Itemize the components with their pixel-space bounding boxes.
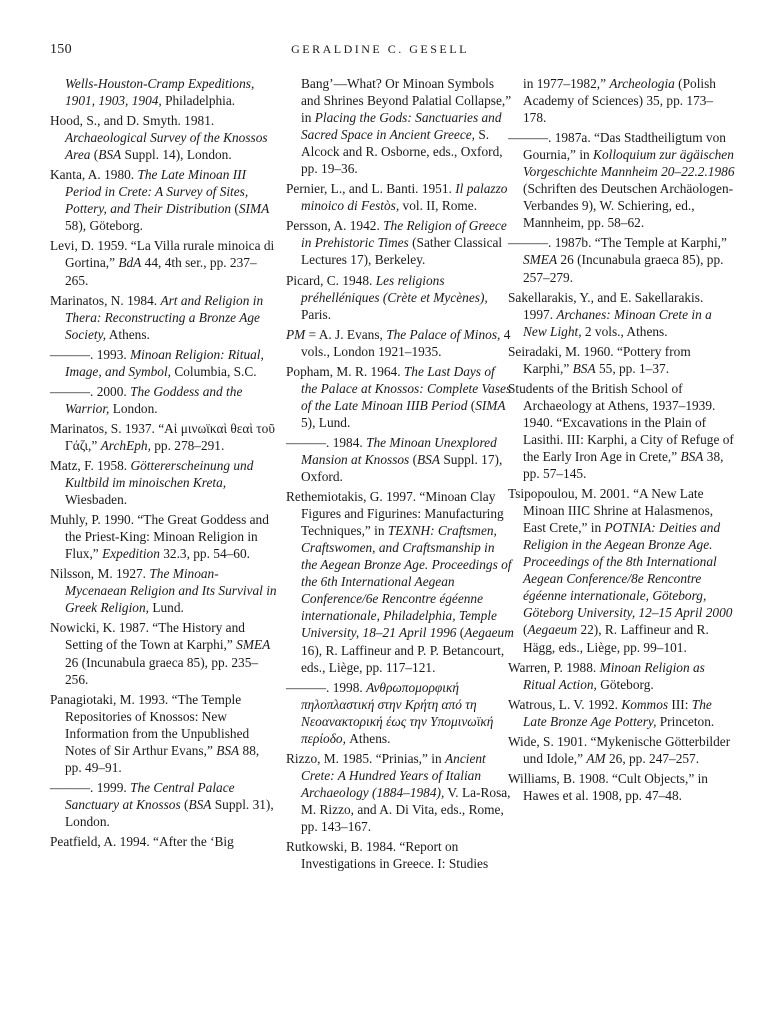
- entry-text: Athens.: [106, 326, 150, 342]
- entry-text: 16), R. Laffineur and P. P. Betancourt, eds., Liège, pp. 117–121.: [301, 642, 505, 675]
- bibliography-entry: [50, 346, 278, 380]
- entry-title-text: SIMA: [238, 201, 270, 217]
- bibliography-entry-continued: [50, 75, 278, 109]
- entry-text: Princeton.: [656, 713, 715, 729]
- entry-text: Levi, D. 1959. “La Villa rurale minoica di Gortina,”: [50, 238, 275, 271]
- entry-text: (: [456, 625, 465, 641]
- entry-text: Kanta, A. 1980.: [50, 167, 138, 183]
- entry-text: Tsipopoulou, M. 2001. “A New Late Minoan IIIC Shrine at Halasmenos, East Crete,” in: [508, 486, 714, 536]
- entry-text: Muhly, P. 1990. “The Great Goddess and the Priest-King: Minoan Religion in Flux,”: [50, 512, 269, 562]
- bibliography-entry: [50, 565, 278, 616]
- bibliography-column-3: [508, 75, 736, 807]
- entry-text: = A. J. Evans,: [305, 326, 387, 342]
- entry-text: in 1977–1982,”: [523, 76, 610, 91]
- entry-text: Panagiotaki, M. 1993. “The Temple Repositories of Knossos: New Information from the Unpublished Notes of Sir Arthur Evans,”: [50, 691, 250, 758]
- entry-text: pp. 278–291.: [150, 437, 225, 453]
- entry-text: Students of the British School of Archaeology at Athens, 1937–1939. 1940. “Excavations in the Plain of Lasithi. III: Karphi, a City of Refuge of the Early Iron Age in Crete,”: [508, 380, 734, 464]
- entry-text: Suppl. 14), London.: [121, 147, 232, 163]
- entry-text: (: [409, 451, 418, 467]
- entry-title-text: Kommos: [621, 696, 669, 712]
- entry-text: Sakellarakis, Y., and E. Sakellarakis. 1997.: [508, 289, 704, 322]
- entry-text: Marinatos, S. 1937. “Αἱ μινωϊκαὶ θεαὶ τοῦ Γάζι,”: [50, 420, 275, 453]
- entry-title-text: PM: [286, 326, 306, 342]
- bibliography-entry: [508, 380, 736, 482]
- entry-text: ———. 1987b. “The Temple at Karphi,”: [508, 235, 727, 251]
- entry-title-text: ArchEph,: [100, 437, 151, 453]
- entry-title-text: POTNIA: Deities and Religion in the Aegean Bronze Age. Proceedings of the 8th International Aegean Conference/8e Rencontre égéenne internationale, Göteborg, Göteborg University, 12–15 April 2000: [523, 520, 733, 621]
- entry-text: Marinatos, N. 1984.: [50, 292, 161, 308]
- entry-text: Pernier, L., and L. Banti. 1951.: [286, 181, 456, 197]
- entry-title-text: SMEA: [523, 252, 558, 268]
- entry-text: ———. 1987a. “Das Stadtheiligtum von Gournia,” in: [508, 130, 726, 163]
- entry-title-text: Ancient Crete: A Hundred Years of Italian Archaeology (1884–1984),: [301, 750, 486, 800]
- bibliography-entry: [508, 696, 736, 730]
- entry-title-text: Aegaeum: [527, 622, 578, 638]
- bibliography-entry: [50, 112, 278, 163]
- entry-title-text: The Minoan-Mycenaean Religion and Its Survival in Greek Religion,: [65, 566, 277, 616]
- entry-text: 58), Göteborg.: [65, 218, 143, 234]
- bibliography-entry: [286, 363, 514, 431]
- bibliography-entry: [286, 750, 514, 835]
- entry-title-text: Kolloquium zur ägäischen Vorgeschichte Mannheim 20–22.2.1986: [523, 147, 735, 180]
- entry-text: 5), Lund.: [301, 414, 351, 430]
- entry-title-text: BSA: [216, 742, 240, 758]
- entry-text: S. Alcock and R. Osborne, eds., Oxford, pp. 19–36.: [301, 127, 503, 177]
- entry-text: 26 (Incunabula graeca 85), pp. 257–279.: [523, 252, 724, 285]
- bibliography-entry: [50, 383, 278, 417]
- entry-title-text: Göttererscheinung und Kultbild im minoischen Kreta,: [65, 457, 254, 491]
- entry-text: vol. II, Rome.: [399, 198, 478, 214]
- bibliography-entry: [286, 434, 514, 485]
- entry-text: (Sather Classical Lectures 17), Berkeley.: [301, 235, 503, 268]
- entry-title-text: Aegaeum: [464, 625, 514, 641]
- bibliography-entry: [50, 833, 278, 850]
- entry-text: Picard, C. 1948.: [286, 272, 376, 288]
- bibliography-column-2: [286, 75, 514, 875]
- entry-text: V. La-Rosa, M. Rizzo, and A. Di Vita, eds., Rome, pp. 143–167.: [301, 784, 511, 834]
- entry-title-text: BdA: [118, 255, 142, 271]
- entry-text: Warren, P. 1988.: [508, 659, 600, 675]
- entry-title-text: Wells-Houston-Cramp Expeditions, 1901, 1903, 1904,: [65, 76, 255, 109]
- bibliography-entry: [50, 166, 278, 234]
- entry-text: ———. 1993.: [50, 346, 131, 362]
- entry-title-text: SMEA: [236, 637, 271, 653]
- entry-text: 22), R. Laffineur and R. Hägg, eds., Liège, pp. 99–101.: [523, 622, 709, 655]
- bibliography-entry: [286, 217, 514, 268]
- entry-title-text: Placing the Gods: Sanctuaries and Sacred Space in Ancient Greece,: [301, 110, 502, 143]
- bibliography-entry: [508, 289, 736, 340]
- entry-text: Wide, S. 1901. “Mykenische Götterbilder und Idole,”: [508, 733, 731, 766]
- entry-title-text: The Central Palace Sanctuary at Knossos: [65, 779, 235, 812]
- entry-title-text: The Late Bronze Age Pottery,: [523, 696, 712, 729]
- entry-text: 88, pp. 49–91.: [65, 742, 260, 775]
- entry-title-text: Archeologia: [609, 76, 675, 91]
- entry-title-text: Art and Religion in Thera: Reconstructing a Bronze Age Society,: [65, 292, 264, 342]
- entry-text: Seiradaki, M. 1960. “Pottery from Karphi,”: [508, 343, 691, 376]
- bibliography-entry: [286, 326, 514, 360]
- entry-title-text: BSA: [98, 147, 122, 163]
- entry-text: Rutkowski, B. 1984. “Report on Investigations in Greece. I: Studies: [286, 839, 489, 872]
- entry-text: London.: [109, 400, 158, 416]
- bibliography-entry: [50, 457, 278, 508]
- entry-text: ———. 1999.: [50, 779, 131, 795]
- bibliography-entry: [286, 488, 514, 676]
- entry-title-text: Minoan Religion: Ritual, Image, and Symbol,: [65, 346, 264, 379]
- bibliography-column-1: [50, 75, 278, 853]
- entry-title-text: TEXNH: Craftsmen, Craftswomen, and Craftsmanship in the Aegean Bronze Age. Proceedings of the 6th International Aegean Conference/6e Rencontre égéenne internationale, Philadelphia, Temple University, 18–21 April 1996: [301, 523, 512, 641]
- bibliography-entry: [50, 511, 278, 562]
- entry-text: (: [467, 397, 476, 413]
- bibliography-entry: [508, 343, 736, 377]
- entry-text: Göteborg.: [596, 676, 654, 692]
- entry-text: Lund.: [149, 600, 184, 616]
- entry-text: Wiesbaden.: [65, 492, 128, 508]
- bibliography-entry: [286, 180, 514, 214]
- entry-title-text: Minoan Religion as Ritual Action,: [523, 659, 705, 692]
- entry-text: Matz, F. 1958.: [50, 457, 131, 473]
- entry-title-text: Expedition: [102, 546, 160, 562]
- entry-text: 44, 4th ser., pp. 237–265.: [65, 255, 257, 288]
- entry-title-text: BSA: [680, 448, 704, 464]
- bibliography-entry: [508, 770, 736, 804]
- bibliography-entry-continued: [286, 75, 514, 177]
- entry-text: Bang’—What? Or Minoan Symbols and Shrines Beyond Palatial Collapse,” in: [301, 76, 512, 126]
- entry-text: (: [231, 201, 239, 217]
- bibliography-entry: [50, 237, 278, 288]
- entry-title-text: The Late Minoan III Period in Crete: A Survey of Sites, Pottery, and Their Distribution: [65, 167, 249, 217]
- entry-text: ———. 1998.: [286, 679, 367, 695]
- entry-title-text: BSA: [572, 360, 596, 376]
- entry-text: 26 (Incunabula graeca 85), pp. 235–256.: [65, 654, 259, 687]
- entry-title-text: The Palace of Minos,: [386, 326, 501, 342]
- entry-text: Popham, M. R. 1964.: [286, 363, 404, 379]
- entry-text: Nowicki, K. 1987. “The History and Setting of the Town at Karphi,”: [50, 620, 245, 653]
- bibliography-entry: [50, 691, 278, 776]
- bibliography-entry: [286, 838, 514, 872]
- entry-text: Persson, A. 1942.: [286, 218, 384, 234]
- entry-text: Rizzo, M. 1985. “Prinias,” in: [286, 750, 445, 766]
- bibliography-entry: [508, 659, 736, 693]
- bibliography-entry: [286, 272, 514, 323]
- entry-text: (Polish Academy of Sciences) 35, pp. 173–178.: [523, 76, 716, 126]
- entry-text: Suppl. 17), Oxford.: [301, 451, 503, 485]
- bibliography-entry: [50, 292, 278, 343]
- entry-text: ———. 2000.: [50, 383, 131, 399]
- entry-title-text: BSA: [417, 451, 441, 467]
- entry-title-text: Les religions préhelléniques (Crète et Mycènes),: [301, 272, 488, 305]
- entry-text: Nilsson, M. 1927.: [50, 566, 150, 582]
- entry-text: Paris.: [301, 306, 332, 322]
- bibliography-entry: [50, 779, 278, 830]
- running-head: GERALDINE C. GESELL: [291, 42, 469, 56]
- entry-title-text: The Minoan Unexplored Mansion at Knossos: [301, 434, 497, 467]
- entry-text: (: [180, 796, 189, 812]
- bibliography-entry: [508, 485, 736, 655]
- entry-title-text: The Last Days of the Palace at Knossos: Complete Vases of the Late Minoan IIIB Period: [301, 363, 512, 413]
- entry-title-text: Il palazzo minoico di Festòs,: [301, 181, 508, 214]
- entry-text: (: [90, 147, 99, 163]
- entry-text: 2 vols., Athens.: [581, 323, 668, 339]
- entry-text: ———. 1984.: [286, 434, 367, 450]
- entry-text: Peatfield, A. 1994. “After the ‘Big: [50, 833, 234, 849]
- entry-title-text: AM: [586, 750, 606, 766]
- entry-text: Philadelphia.: [161, 93, 236, 109]
- entry-text: (: [523, 622, 528, 638]
- entry-title-text: The Religion of Greece in Prehistoric Times: [301, 218, 507, 251]
- entry-text: 26, pp. 247–257.: [605, 750, 700, 766]
- entry-text: (Schriften des Deutschen Archäologen-Verbandes 9), W. Schiering, ed., Mannheim, pp. 58–62.: [523, 181, 734, 231]
- entry-text: Rethemiotakis, G. 1997. “Minoan Clay Figures and Figurines: Manufacturing Techniques,” in: [286, 489, 504, 539]
- bibliography-entry: [508, 234, 736, 285]
- bibliography-entry: [286, 679, 514, 747]
- entry-title-text: BSA: [188, 796, 212, 812]
- entry-title-text: Ανθρωπομορφική πηλοπλαστική στην Κρήτη από τη Νεοανακτορική έως την Υπομινωϊκή περίοδο,: [301, 679, 494, 746]
- bibliography-entry-continued: [508, 75, 736, 126]
- entry-text: 55, pp. 1–37.: [595, 360, 670, 376]
- entry-text: III:: [668, 696, 692, 712]
- entry-text: Athens.: [345, 730, 391, 746]
- bibliography-entry: [50, 619, 278, 687]
- entry-text: Hood, S., and D. Smyth. 1981.: [50, 113, 215, 129]
- bibliography-entry: [508, 129, 736, 231]
- entry-title-text: SIMA: [475, 397, 506, 413]
- entry-text: Williams, B. 1908. “Cult Objects,” in Hawes et al. 1908, pp. 47–48.: [508, 770, 708, 803]
- entry-text: Columbia, S.C.: [171, 363, 257, 379]
- entry-text: Watrous, L. V. 1992.: [508, 696, 622, 712]
- entry-text: Suppl. 31), London.: [65, 796, 274, 829]
- entry-text: 4 vols., London 1921–1935.: [301, 326, 511, 359]
- entry-text: 38, pp. 57–145.: [523, 448, 724, 482]
- entry-text: 32.3, pp. 54–60.: [159, 546, 250, 562]
- entry-title-text: The Goddess and the Warrior,: [65, 383, 243, 416]
- bibliography-entry: [508, 733, 736, 767]
- page-number: 150: [50, 42, 72, 57]
- entry-title-text: Archaeological Survey of the Knossos Area: [65, 130, 268, 163]
- bibliography-entry: [50, 420, 278, 454]
- entry-title-text: Archanes: Minoan Crete in a New Light,: [523, 306, 712, 339]
